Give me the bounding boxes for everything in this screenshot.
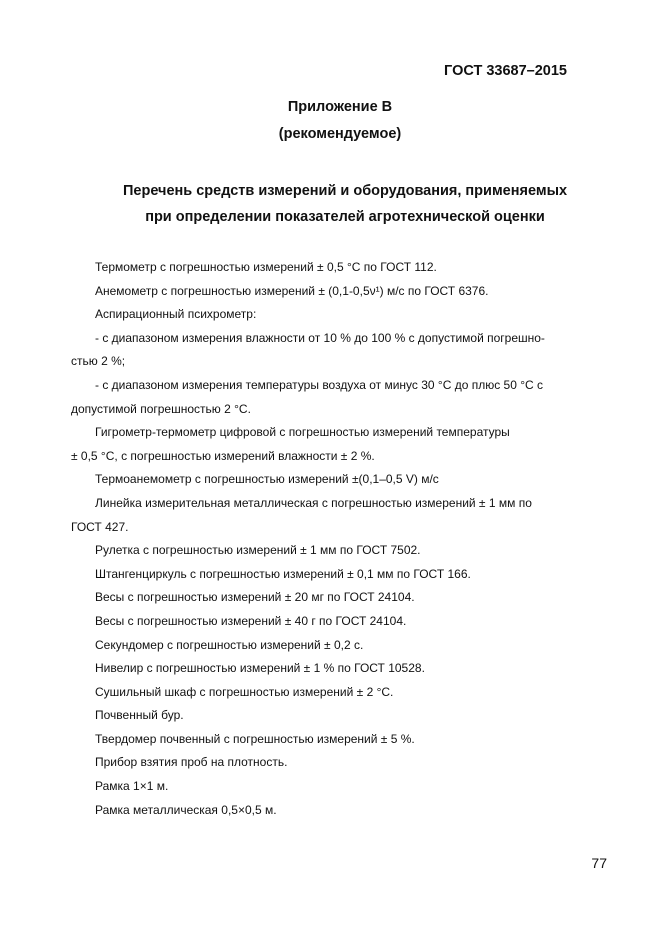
list-item-line: Рулетка с погрешностью измерений ± 1 мм по ГОСТ 7502. bbox=[95, 543, 421, 558]
list-item bbox=[71, 634, 599, 658]
equipment-list bbox=[71, 256, 599, 822]
list-item bbox=[71, 586, 599, 610]
list-item-line: Весы с погрешностью измерений ± 40 г по ГОСТ 24104. bbox=[95, 613, 407, 628]
list-item bbox=[71, 563, 599, 587]
list-item-line: Твердомер почвенный с погрешностью измерений ± 5 %. bbox=[95, 731, 415, 746]
list-item-line: Термоанемометр с погрешностью измерений ±(0,1–0,5 V) м/с bbox=[95, 472, 439, 487]
appendix-subtitle: (рекомендуемое) bbox=[278, 126, 402, 142]
list-item bbox=[71, 728, 599, 752]
list-item bbox=[71, 374, 599, 421]
list-item bbox=[71, 492, 599, 539]
list-item-line: Рамка 1×1 м. bbox=[95, 779, 169, 794]
list-item bbox=[71, 327, 599, 374]
list-item-line: - с диапазоном измерения влажности от 10 % до 100 % с допустимой погрешно- bbox=[95, 330, 545, 345]
list-item-line: Прибор взятия проб на плотность. bbox=[95, 755, 288, 770]
list-item-line: Весы с погрешностью измерений ± 20 мг по ГОСТ 24104. bbox=[95, 590, 415, 605]
list-item bbox=[71, 681, 599, 705]
list-item bbox=[71, 280, 599, 304]
list-item-line: Линейка измерительная металлическая с погрешностью измерений ± 1 мм по bbox=[95, 495, 532, 510]
appendix-title: Приложение В bbox=[287, 99, 393, 115]
list-item bbox=[71, 751, 599, 775]
list-item-line: Термометр с погрешностью измерений ± 0,5 °С по ГОСТ 112. bbox=[95, 260, 437, 274]
list-item bbox=[71, 421, 599, 468]
list-item bbox=[71, 704, 599, 728]
list-item bbox=[71, 775, 599, 799]
list-item bbox=[71, 610, 599, 634]
list-item bbox=[71, 468, 599, 492]
list-item-line: Штангенциркуль с погрешностью измерений ± 0,1 мм по ГОСТ 166. bbox=[95, 566, 471, 581]
list-item bbox=[71, 539, 599, 563]
list-item-line: Анемометр с погрешностью измерений ± (0,1-0,5ν¹) м/с по ГОСТ 6376. bbox=[95, 283, 489, 298]
list-item-line: Нивелир с погрешностью измерений ± 1 % по ГОСТ 10528. bbox=[95, 661, 425, 676]
list-heading bbox=[0, 178, 661, 230]
list-item-line: стью 2 %; bbox=[71, 354, 126, 369]
list-heading-line: при определении показателей агротехнической оценки bbox=[145, 209, 545, 225]
page-number: 77 bbox=[591, 855, 607, 871]
list-item bbox=[71, 303, 599, 327]
list-item-line: Аспирационный психрометр: bbox=[95, 307, 257, 322]
list-item bbox=[71, 799, 599, 823]
list-item-line: ГОСТ 427. bbox=[71, 519, 129, 534]
list-item-line: Гигрометр-термометр цифровой с погрешностью измерений температуры bbox=[95, 425, 510, 440]
list-item bbox=[71, 256, 599, 280]
list-heading-line: Перечень средств измерений и оборудования, применяемых bbox=[122, 183, 568, 199]
list-item-line: Сушильный шкаф с погрешностью измерений ± 2 °С. bbox=[95, 684, 394, 699]
standard-number: ГОСТ 33687–2015 bbox=[444, 63, 567, 79]
list-item-line: ± 0,5 °С, с погрешностью измерений влажности ± 2 %. bbox=[71, 448, 375, 463]
list-item-line: Почвенный бур. bbox=[95, 708, 184, 723]
list-item-line: Рамка металлическая 0,5×0,5 м. bbox=[95, 802, 277, 817]
list-item-line: - с диапазоном измерения температуры воздуха от минус 30 °С до плюс 50 °С с bbox=[95, 377, 544, 392]
list-item-line: допустимой погрешностью 2 °С. bbox=[71, 401, 251, 416]
list-item bbox=[71, 657, 599, 681]
list-item-line: Секундомер с погрешностью измерений ± 0,2 с. bbox=[95, 637, 364, 652]
